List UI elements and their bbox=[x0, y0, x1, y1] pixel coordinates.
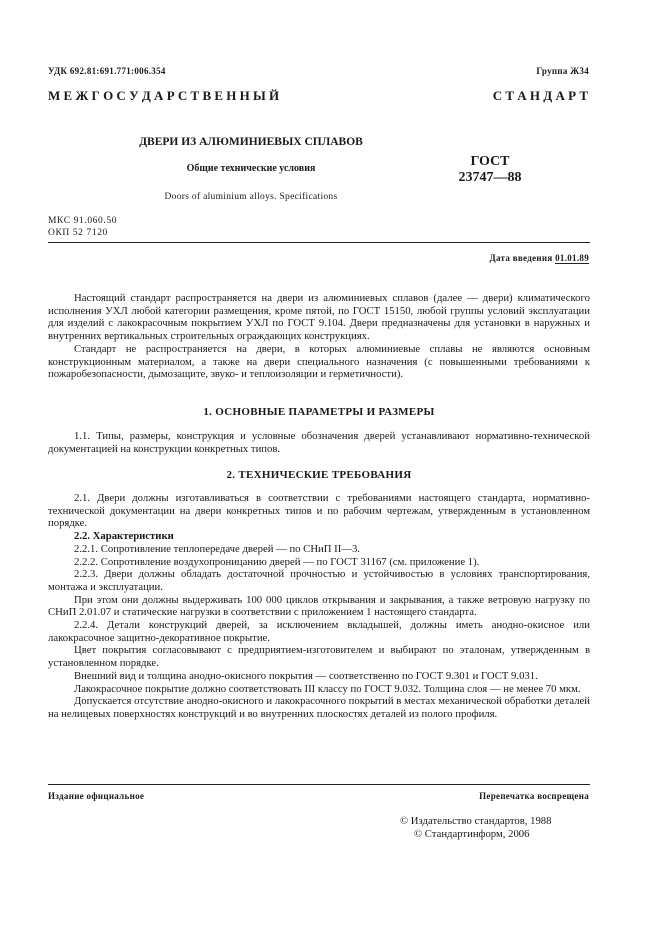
mks-code: МКС 91.060.50 bbox=[48, 216, 118, 226]
document-title: ДВЕРИ ИЗ АЛЮМИНИЕВЫХ СПЛАВОВ bbox=[139, 136, 363, 148]
english-title: Doors of aluminium alloys. Specifications bbox=[164, 192, 338, 202]
date-value: 01.01.89 bbox=[555, 253, 589, 263]
gost-number: 23747—88 bbox=[458, 170, 522, 185]
paragraph-2-2-4: 2.2.4. Детали конструкций дверей, за исключением вкладышей, должны иметь анодно-окисное или лакокрасочное защитно-декоративное покрытие. bbox=[48, 619, 590, 644]
udk-code: УДК 692.81:691.771:006.354 bbox=[48, 66, 166, 76]
banner-word-interstate: М Е Ж Г О С У Д А Р С Т В Е Н Н Ы Й bbox=[48, 88, 280, 103]
paragraph-2-2-3: 2.2.3. Двери должны обладать достаточной прочностью и устойчивостью в условиях транспортирования, монтажа и эксплуатации. bbox=[48, 568, 590, 593]
paragraph-2-2-4-color: Цвет покрытия согласовывают с предприятием-изготовителем и выбирают по эталонам, утвержденным в установленном порядке. bbox=[48, 644, 590, 670]
gost-label: ГОСТ bbox=[470, 154, 510, 169]
paragraph-2-2-4-paint: Лакокрасочное покрытие должно соответствовать III классу по ГОСТ 9.032. Толщина слоя — не менее 70 мкм. bbox=[74, 682, 581, 695]
copyright-line: © Издательство стандартов, 1988 bbox=[400, 815, 552, 827]
classification-codes bbox=[48, 215, 117, 239]
standard-banner bbox=[48, 88, 588, 104]
paragraph-2-2-3-continued: При этом они должны выдерживать 100 000 циклов открывания и закрывания, а также ветровую нагрузку по СНиП 2.01.07 и статические нагрузки в соответствии с приложением 1 настоящего стандарта. bbox=[48, 593, 590, 619]
group-code: Группа Ж34 bbox=[536, 66, 589, 76]
intro-paragraph: Настоящий стандарт распространяется на двери из алюминиевых сплавов (далее — двери) климатического исполнения УХЛ любой категории размещения, кроме пятой, по ГОСТ 15150, любой группы условий эксплуатации для изделий с лакокрасочным покрытием УХЛ по ГОСТ 9.104. Двери предназначены для установки в наружных и внутренних вертикальных строительных ограждающих конструкциях. bbox=[48, 292, 590, 343]
section-2-text bbox=[48, 492, 590, 721]
reprint-note: Перепечатка воспрещена bbox=[479, 791, 589, 801]
top-divider bbox=[48, 242, 590, 243]
edition-note: Издание официальное bbox=[48, 791, 145, 801]
paragraph-2-2-2: 2.2.2. Сопротивление воздухопроницанию дверей — по ГОСТ 31167 (см. приложение 1). bbox=[74, 555, 480, 568]
banner-word-standard: С Т А Н Д А Р Т bbox=[492, 88, 588, 103]
intro-paragraph: Стандарт не распространяется на двери, в которых алюминиевые сплавы не являются основным конструкционным материалом, а также на двери специального назначения (с повышенными требованиями к пожаробезопасности, дымозащите, звуко- и теплоизоляции и герметичности). bbox=[48, 342, 590, 381]
paragraph-1-1: 1.1. Типы, размеры, конструкция и условные обозначения дверей устанавливают нормативно-технической документацией на конструкции конкретных типов. bbox=[48, 430, 590, 455]
date-label: Дата введения bbox=[489, 253, 553, 263]
copyright-line: © Стандартинформ, 2006 bbox=[414, 828, 530, 840]
okp-code: ОКП 52 7120 bbox=[48, 228, 108, 238]
footer-divider bbox=[48, 784, 590, 785]
paragraph-2-1: 2.1. Двери должны изготавливаться в соответствии с требованиями настоящего стандарта, нормативно-технической документации на двери конкретных типов и по рабочим чертежам, утвержденным в установленном порядке. bbox=[48, 492, 590, 530]
intro-text bbox=[48, 292, 590, 381]
introduction-date bbox=[490, 253, 590, 263]
paragraph-2-2-1: 2.2.1. Сопротивление теплопередаче дверей — по СНиП II—3. bbox=[74, 542, 360, 555]
paragraph-2-2-4-exception: Допускается отсутствие анодно-окисного и лакокрасочного покрытий в местах механической обработки деталей на нелицевых поверхностях конструкций и во внутренних плоскостях деталей из полого профиля. bbox=[48, 695, 590, 720]
paragraph-2-2-4-anodic: Внешний вид и толщина анодно-окисного покрытия — соответственно по ГОСТ 9.301 и ГОСТ 9.031. bbox=[74, 669, 538, 682]
document-subtitle: Общие технические условия bbox=[186, 163, 316, 174]
section-2-heading: 2. ТЕХНИЧЕСКИЕ ТРЕБОВАНИЯ bbox=[226, 469, 412, 481]
section-1-heading: 1. ОСНОВНЫЕ ПАРАМЕТРЫ И РАЗМЕРЫ bbox=[203, 406, 435, 418]
copyright-block bbox=[400, 815, 552, 841]
section-1-text bbox=[48, 430, 590, 455]
paragraph-2-2: 2.2. Характеристики bbox=[74, 530, 174, 543]
